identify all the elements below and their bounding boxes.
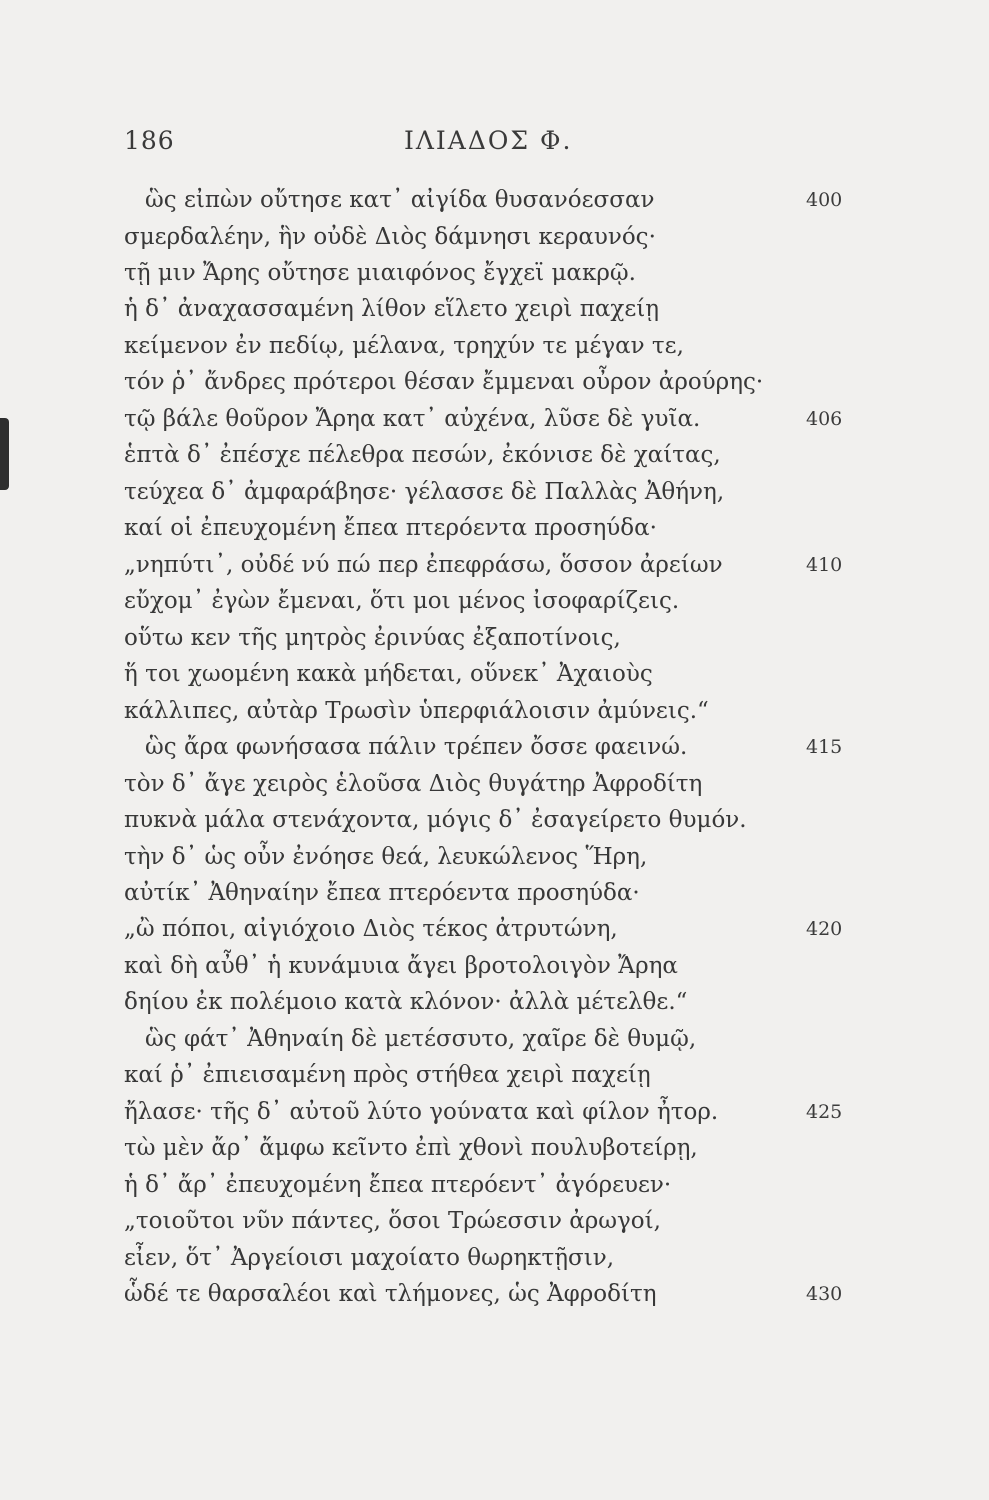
verse-line <box>0 693 989 729</box>
verse-text: „ὢ πόποι, αἰγιόχοιο Διὸς τέκος ἀτρυτώνη, <box>124 916 618 943</box>
verse-line <box>0 1276 989 1312</box>
verse-text: τεύχεα δ᾽ ἀμφαράβησε· γέλασσε δὲ Παλλὰς Ἀθήνη, <box>124 478 725 505</box>
verse-text: ὣς ἄρα φωνήσασα πάλιν τρέπεν ὄσσε φαεινώ. <box>145 734 688 760</box>
line-number: 400 <box>806 189 843 211</box>
verse-text: εἶεν, ὅτ᾽ Ἀργείοισι μαχοίατο θωρηκτῇσιν, <box>124 1244 615 1271</box>
verse-text: καί ῥ᾽ ἐπιεισαμένη πρὸς στήθεα χειρὶ παχείῃ <box>124 1062 651 1089</box>
verse-text: τῷ βάλε θοῦρον Ἄρηα κατ᾽ αὐχένα, λῦσε δὲ γυῖα. <box>124 405 701 432</box>
verse-text: „νηπύτι᾽, οὐδέ νύ πώ περ ἐπεφράσω, ὅσσον ἀρείων <box>124 551 723 578</box>
verse-line <box>0 984 989 1020</box>
verse-text: ἑπτὰ δ᾽ ἐπέσχε πέλεθρα πεσών, ἐκόνισε δὲ χαίτας, <box>124 442 721 469</box>
verse-line <box>0 474 989 510</box>
verse-line <box>0 255 989 291</box>
verse-line <box>0 620 989 656</box>
verse-text: σμερδαλέην, ἣν οὐδὲ Διὸς δάμνησι κεραυνός· <box>124 223 656 250</box>
verse-line <box>0 182 989 218</box>
verse-line <box>0 911 989 947</box>
verse-line <box>0 1021 989 1057</box>
verse-text: τὸν δ᾽ ἄγε χειρὸς ἑλοῦσα Διὸς θυγάτηρ Ἀφροδίτη <box>124 770 703 797</box>
line-number: 430 <box>806 1283 843 1306</box>
verse-line <box>0 948 989 984</box>
verse-text: τὼ μὲν ἄρ᾽ ἄμφω κεῖντο ἐπὶ χθονὶ πουλυβοτείρῃ, <box>124 1135 698 1162</box>
verse-line <box>0 510 989 546</box>
verse-text: δηίου ἐκ πολέμοιο κατὰ κλόνον· ἀλλὰ μέτελθε.“ <box>124 989 688 1016</box>
verse-line <box>0 1130 989 1166</box>
verse-line <box>0 547 989 583</box>
verse-line <box>0 1057 989 1093</box>
line-number: 415 <box>806 736 843 758</box>
verse-line <box>0 328 989 364</box>
verse-text: κείμενον ἐν πεδίῳ, μέλανα, τρηχύν τε μέγαν τε, <box>124 332 684 359</box>
verse-line <box>0 401 989 437</box>
verse-text: εὔχομ᾽ ἐγὼν ἔμεναι, ὅτι μοι μένος ἰσοφαρίζεις. <box>124 588 680 615</box>
verse-line <box>0 802 989 838</box>
verse-line <box>0 766 989 802</box>
verse-text: τὴν δ᾽ ὡς οὖν ἐνόησε θεά, λευκώλενος Ἥρη, <box>124 843 648 870</box>
verse-text: καὶ δὴ αὖθ᾽ ἡ κυνάμυια ἄγει βροτολοιγὸν Ἄρηα <box>124 952 678 979</box>
verse-text: οὕτω κεν τῆς μητρὸς ἐρινύας ἐξαποτίνοις, <box>124 624 621 651</box>
verse-text: ὧδέ τε θαρσαλέοι καὶ τλήμονες, ὡς Ἀφροδίτη <box>124 1281 657 1308</box>
verse-line <box>0 1240 989 1276</box>
line-number: 410 <box>806 553 843 576</box>
verse-line <box>0 437 989 473</box>
verse-line <box>0 1167 989 1203</box>
verse-text: ἡ δ᾽ ἀναχασσαμένη λίθον εἵλετο χειρὶ παχείῃ <box>124 296 660 323</box>
verse-text: ὣς φάτ᾽ Ἀθηναίη δὲ μετέσσυτο, χαῖρε δὲ θυμῷ, <box>145 1025 697 1052</box>
verse-line <box>0 364 989 400</box>
line-number: 425 <box>806 1100 843 1123</box>
verse-text: „τοιοῦτοι νῦν πάντες, ὅσοι Τρώεσσιν ἀρωγοί, <box>124 1208 661 1235</box>
verse-text: καί οἱ ἐπευχομένη ἔπεα πτερόεντα προσηύδα· <box>124 515 657 542</box>
verse-text: πυκνὰ μάλα στενάχοντα, μόγις δ᾽ ἐσαγείρετο θυμόν. <box>124 807 747 833</box>
verse-line <box>0 1094 989 1130</box>
verse-line <box>0 1203 989 1239</box>
verse-line <box>0 656 989 692</box>
verse-text: ἤλασε· τῆς δ᾽ αὐτοῦ λύτο γούνατα καὶ φίλον ἦτορ. <box>124 1098 719 1125</box>
verse-text: ὣς εἰπὼν οὔτησε κατ᾽ αἰγίδα θυσανόεσσαν <box>145 187 655 213</box>
verse-line <box>0 875 989 911</box>
verse-line <box>0 729 989 765</box>
line-number: 406 <box>806 407 843 430</box>
line-number: 420 <box>806 918 843 941</box>
verse-text: τῇ μιν Ἄρης οὔτησε μιαιφόνος ἔγχεϊ μακρῷ. <box>124 259 636 286</box>
verse-line <box>0 219 989 255</box>
verse-line <box>0 839 989 875</box>
verse-text: ἥ τοι χωομένη κακὰ μήδεται, οὕνεκ᾽ Ἀχαιοὺς <box>124 661 653 688</box>
verse-text: ἡ δ᾽ ἄρ᾽ ἐπευχομένη ἔπεα πτερόεντ᾽ ἀγόρευεν· <box>124 1171 672 1198</box>
page-number: 186 <box>124 126 175 155</box>
verse-line <box>0 291 989 327</box>
verse-text: αὐτίκ᾽ Ἀθηναίην ἔπεα πτερόεντα προσηύδα· <box>124 879 640 906</box>
running-head: ΙΛΙΑΔΟΣ Φ. <box>404 126 573 155</box>
verse-text: κάλλιπες, αὐτὰρ Τρωσὶν ὑπερφιάλοισιν ἀμύνεις.“ <box>124 697 709 724</box>
verse-line <box>0 583 989 619</box>
verse-text: τόν ῥ᾽ ἄνδρες πρότεροι θέσαν ἔμμεναι οὖρον ἀρούρης· <box>124 369 764 396</box>
